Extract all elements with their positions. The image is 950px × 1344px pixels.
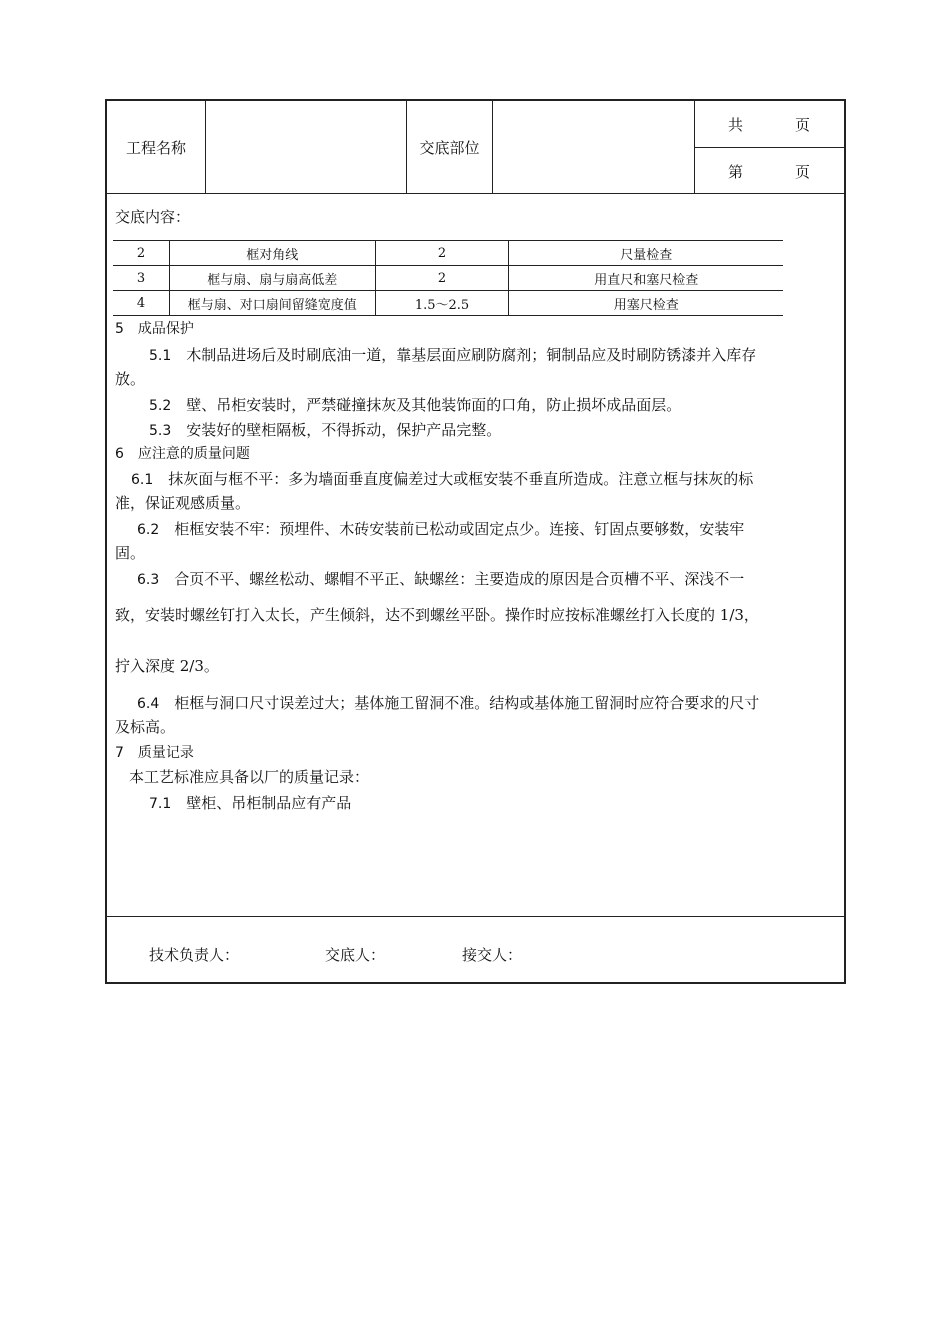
item-name: 框与扇、对口扇间留缝宽度值 xyxy=(169,291,375,316)
receiver-signature: 接交人： xyxy=(462,946,523,964)
clause-text: 安装好的壁柜隔板，不得拆动，保护产品完整。 xyxy=(171,421,502,439)
header-grid xyxy=(107,101,844,194)
clause-number: 5.2 xyxy=(149,398,172,414)
clause-number: 6.4 xyxy=(137,696,160,712)
table-row xyxy=(113,291,783,316)
check-method: 用直尺和塞尺检查 xyxy=(509,266,783,291)
signature-footer xyxy=(107,916,844,983)
project-name-label: 工程名称 xyxy=(107,101,206,193)
section-6-4 xyxy=(115,691,840,716)
section-5-title: 5 成品保护 xyxy=(115,321,194,337)
total-pages-row xyxy=(695,101,844,148)
check-method: 用塞尺检查 xyxy=(509,291,783,316)
table-row xyxy=(113,241,783,266)
section-6-1-cont: 准，保证观感质量。 xyxy=(115,494,251,512)
table-row xyxy=(113,266,783,291)
row-number: 4 xyxy=(113,291,169,316)
item-name: 框对角线 xyxy=(169,241,375,266)
tolerance-value: 2 xyxy=(375,266,509,291)
clause-text: 木制品进场后及时刷底油一道，靠基层面应刷防腐剂；铜制品应及时刷防锈漆并入库存 xyxy=(171,346,757,364)
section-7-title: 7 质量记录 xyxy=(115,745,194,761)
clause-text: 柜框与洞口尺寸误差过大；基体施工留洞不准。结构或基体施工留洞时应符合要求的尺寸 xyxy=(159,694,760,712)
section-5-1-cont: 放。 xyxy=(115,370,146,388)
location-field[interactable] xyxy=(493,101,695,193)
section-5-3 xyxy=(115,418,840,443)
section-6-1 xyxy=(115,467,840,492)
content-label: 交底内容： xyxy=(115,208,191,226)
check-method: 尺量检查 xyxy=(509,241,783,266)
section-6-3-cont-2: 拧入深度 2/3。 xyxy=(115,657,219,675)
clause-number: 5.1 xyxy=(149,348,172,364)
clause-text: 抹灰面与框不平：多为墙面垂直度偏差过大或框安装不垂直所造成。注意立框与抹灰的标 xyxy=(153,470,754,488)
clause-text: 合页不平、螺丝松动、螺帽不平正、缺螺丝：主要造成的原因是合页槽不平、深浅不一 xyxy=(159,570,745,588)
row-number: 2 xyxy=(113,241,169,266)
clause-number: 6.1 xyxy=(131,472,154,488)
clause-number: 6.3 xyxy=(137,572,160,588)
page-number-row xyxy=(695,148,844,194)
section-6-4-cont: 及标高。 xyxy=(115,718,176,736)
project-name-field[interactable] xyxy=(206,101,407,193)
section-6-2 xyxy=(115,517,840,542)
row-number: 3 xyxy=(113,266,169,291)
location-label: 交底部位 xyxy=(407,101,493,193)
section-5-2 xyxy=(115,393,840,418)
tolerance-value: 2 xyxy=(375,241,509,266)
section-6-3-cont-1: 致，安装时螺丝钉打入太长，产生倾斜，达不到螺丝平卧。操作时应按标准螺丝打入长度的 1/3， xyxy=(115,606,759,624)
section-6-3 xyxy=(115,567,840,592)
section-5-1 xyxy=(115,343,840,368)
tolerance-value: 1.5～2.5 xyxy=(375,291,509,316)
tolerance-table xyxy=(113,240,783,316)
clause-number: 7.1 xyxy=(149,796,172,812)
tech-lead-signature: 技术负责人： xyxy=(149,946,240,964)
page-number-suffix: 页 xyxy=(795,162,811,181)
page-number-prefix: 第 xyxy=(728,162,744,181)
section-7-intro: 本工艺标准应具备以厂的质量记录： xyxy=(129,768,370,786)
section-6-title: 6 应注意的质量问题 xyxy=(115,446,250,462)
item-name: 框与扇、扇与扇高低差 xyxy=(169,266,375,291)
total-pages-suffix: 页 xyxy=(795,115,811,134)
disclosure-sheet xyxy=(105,99,846,984)
section-7-1 xyxy=(115,791,840,816)
page-info xyxy=(695,101,844,193)
clause-text: 柜框安装不牢：预埋件、木砖安装前已松动或固定点少。连接、钉固点要够数，安装牢 xyxy=(159,520,745,538)
section-6-2-cont: 固。 xyxy=(115,544,146,562)
presenter-signature: 交底人： xyxy=(325,946,386,964)
clause-text: 壁柜、吊柜制品应有产品 xyxy=(171,794,352,812)
clause-number: 5.3 xyxy=(149,423,172,439)
total-pages-prefix: 共 xyxy=(728,115,744,134)
clause-text: 壁、吊柜安装时，严禁碰撞抹灰及其他装饰面的口角，防止损坏成品面层。 xyxy=(171,396,682,414)
clause-number: 6.2 xyxy=(137,522,160,538)
